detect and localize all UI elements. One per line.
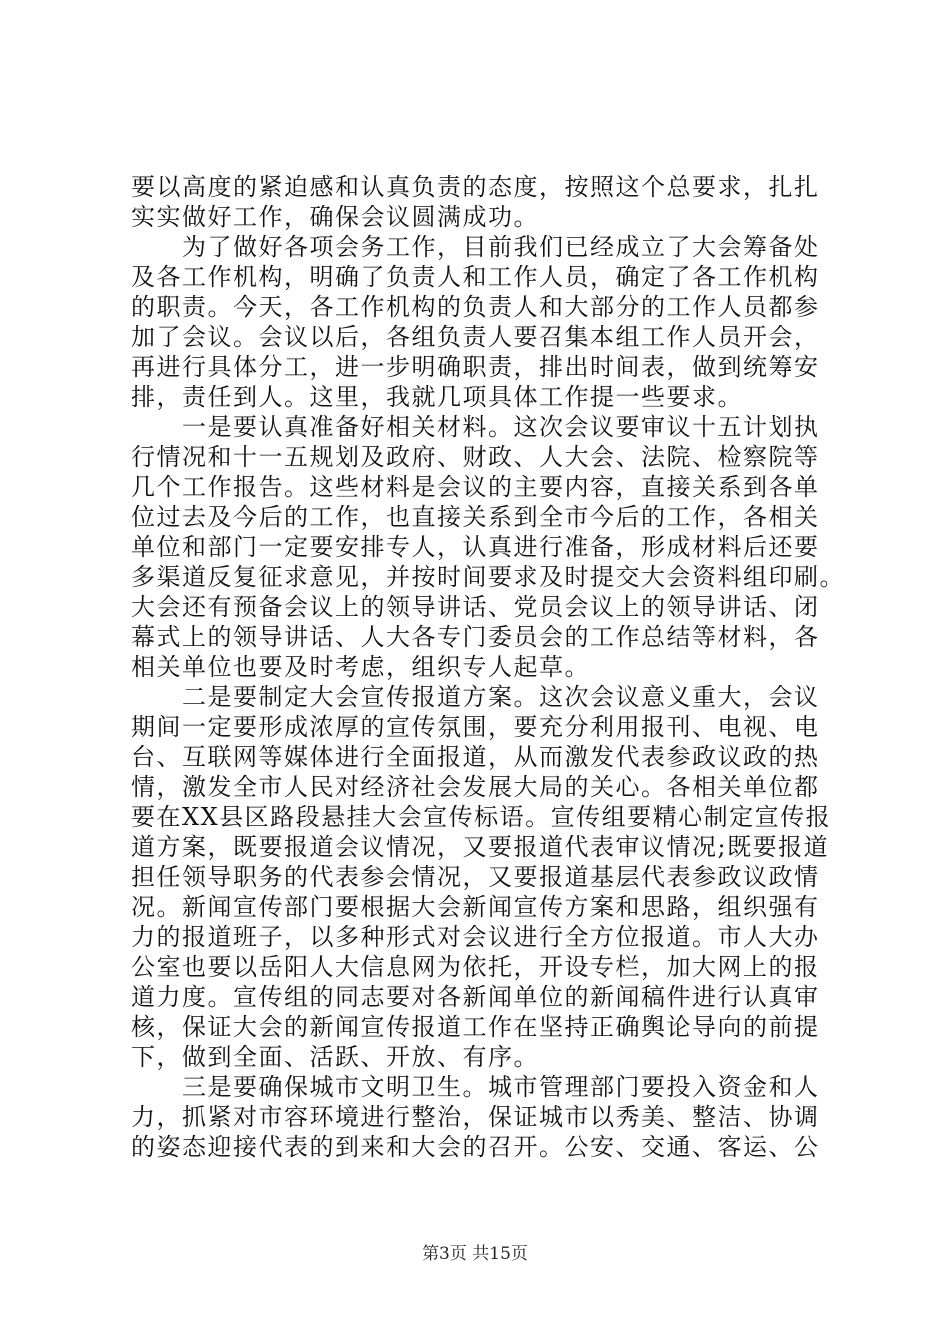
text-line: 幕式上的领导讲话、人大各专门委员会的工作总结等材料，各 <box>131 623 820 651</box>
text-line: 几个工作报告。这些材料是会议的主要内容，直接关系到各单 <box>131 473 820 501</box>
text-line: 行情况和十一五规划及政府、财政、人大会、法院、检察院等 <box>131 443 820 471</box>
text-line: 多渠道反复征求意见，并按时间要求及时提交大会资料组印刷。 <box>131 563 845 591</box>
text-line: 三是要确保城市文明卫生。城市管理部门要投入资金和人 <box>131 1073 820 1101</box>
text-line: 相关单位也要及时考虑，组织专人起草。 <box>131 653 590 681</box>
text-line: 力的报道班子，以多种形式对会议进行全方位报道。市人大办 <box>131 923 820 951</box>
body-text <box>131 172 845 1162</box>
text-line: 况。新闻宣传部门要根据大会新闻宣传方案和思路，组织强有 <box>131 893 820 921</box>
text-line: 期间一定要形成浓厚的宣传氛围，要充分利用报刊、电视、电 <box>131 713 820 741</box>
text-line: 担任领导职务的代表参会情况，又要报道基层代表参政议政情 <box>131 863 820 891</box>
text-line: 台、互联网等媒体进行全面报道，从而激发代表参政议政的热 <box>131 743 820 771</box>
text-line: 的姿态迎接代表的到来和大会的召开。公安、交通、客运、公 <box>131 1133 820 1161</box>
text-line: 排，责任到人。这里，我就几项具体工作提一些要求。 <box>131 383 743 411</box>
text-line: 力，抓紧对市容环境进行整治，保证城市以秀美、整洁、协调 <box>131 1103 820 1131</box>
page-number-footer: 第3页 共15页 <box>422 1244 528 1264</box>
text-line: 为了做好各项会务工作，目前我们已经成立了大会筹备处 <box>131 233 820 261</box>
text-line: 实实做好工作，确保会议圆满成功。 <box>131 203 539 231</box>
text-line: 核，保证大会的新闻宣传报道工作在坚持正确舆论导向的前提 <box>131 1013 820 1041</box>
text-line: 要在XX县区路段悬挂大会宣传标语。宣传组要精心制定宣传报 <box>131 803 832 831</box>
text-line: 道方案，既要报道会议情况，又要报道代表审议情况;既要报道 <box>131 833 830 861</box>
text-line: 的职责。今天，各工作机构的负责人和大部分的工作人员都参 <box>131 293 820 321</box>
text-line: 加了会议。会议以后，各组负责人要召集本组工作人员开会， <box>131 323 820 351</box>
text-line: 大会还有预备会议上的领导讲话、党员会议上的领导讲话、闭 <box>131 593 820 621</box>
text-line: 一是要认真准备好相关材料。这次会议要审议十五计划执 <box>131 413 820 441</box>
text-line: 及各工作机构，明确了负责人和工作人员，确定了各工作机构 <box>131 263 820 291</box>
text-line: 再进行具体分工，进一步明确职责，排出时间表，做到统筹安 <box>131 353 820 381</box>
text-line: 单位和部门一定要安排专人，认真进行准备，形成材料后还要 <box>131 533 820 561</box>
text-line: 道力度。宣传组的同志要对各新闻单位的新闻稿件进行认真审 <box>131 983 820 1011</box>
text-line: 公室也要以岳阳人大信息网为依托，开设专栏，加大网上的报 <box>131 953 820 981</box>
text-line: 位过去及今后的工作，也直接关系到全市今后的工作，各相关 <box>131 503 820 531</box>
text-line: 下，做到全面、活跃、开放、有序。 <box>131 1043 539 1071</box>
text-line: 要以高度的紧迫感和认真负责的态度，按照这个总要求，扎扎 <box>131 173 820 201</box>
text-line: 情，激发全市人民对经济社会发展大局的关心。各相关单位都 <box>131 773 820 801</box>
text-line: 二是要制定大会宣传报道方案。这次会议意义重大，会议 <box>131 683 820 711</box>
